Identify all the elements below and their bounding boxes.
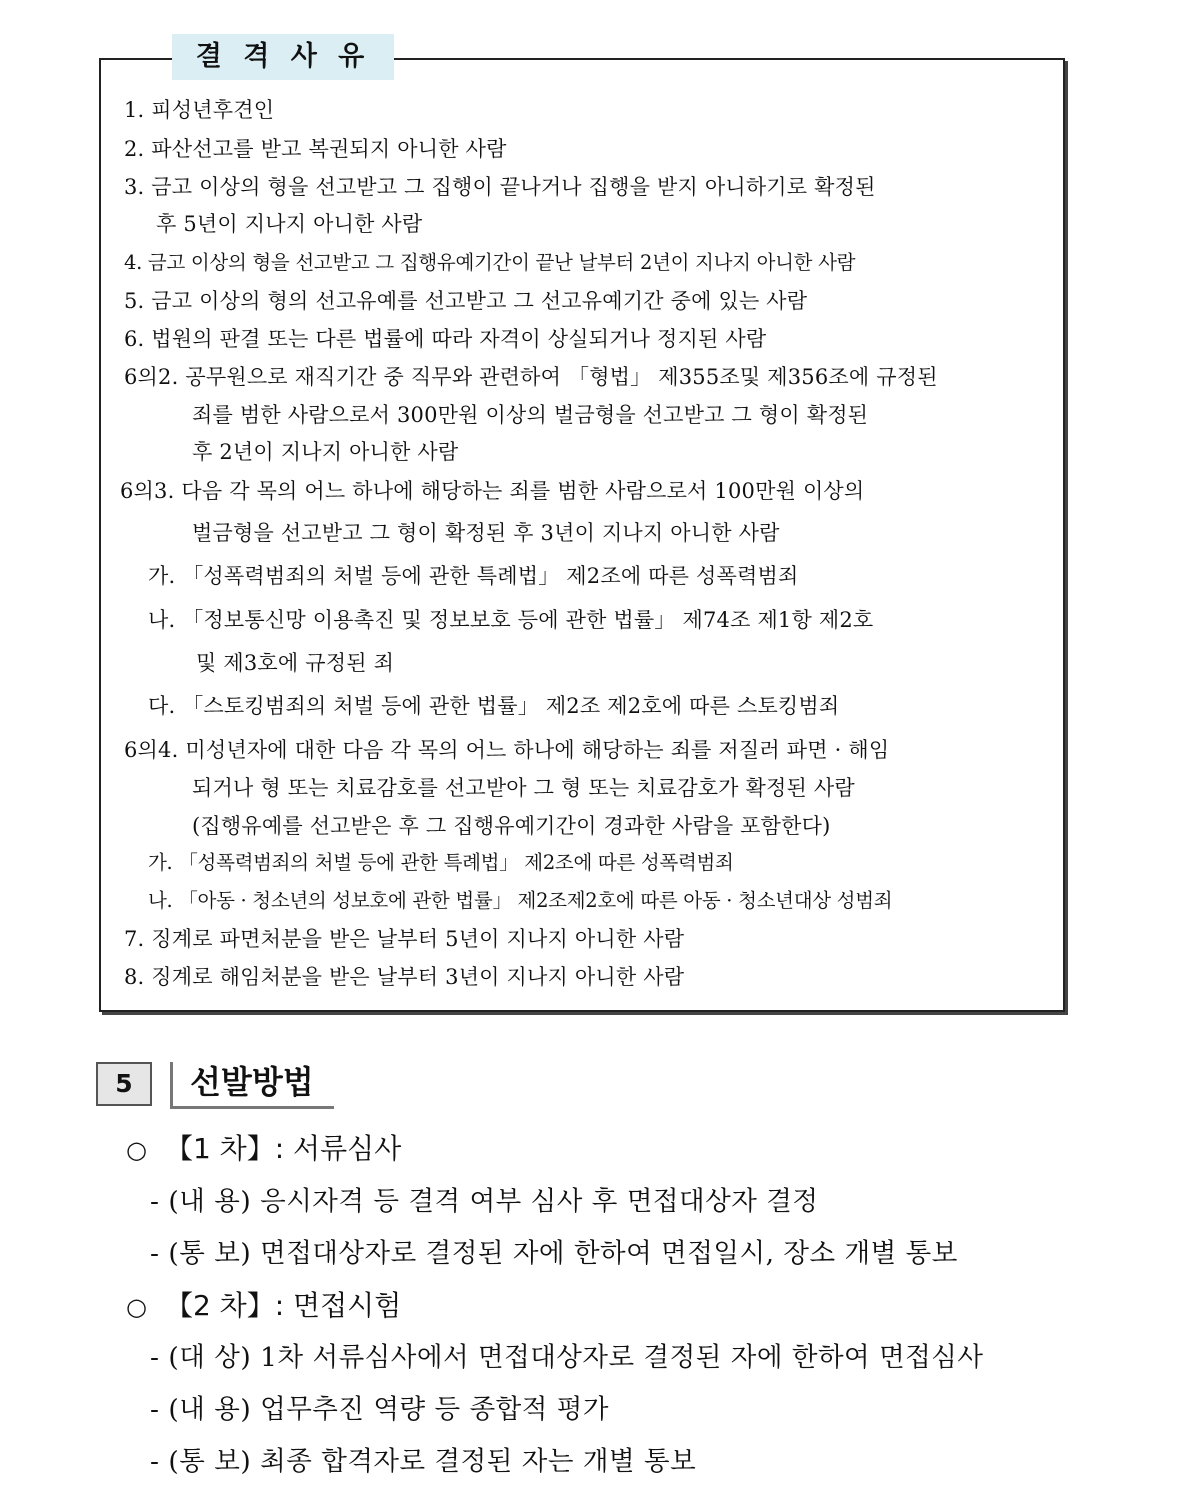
dq-line-2: 2. 파산선고를 받고 복권되지 아니한 사람 [124,137,507,161]
dq-line-6: 6. 법원의 판결 또는 다른 법률에 따라 자격이 상실되거나 정지된 사람 [124,327,767,351]
dq-line-6-3-na: 나. 「정보통신망 이용촉진 및 정보보호 등에 관한 법률」 제74조 제1항 제2호 [148,608,874,632]
dq-line-6-3b: 벌금형을 선고받고 그 형이 확정된 후 3년이 지나지 아니한 사람 [192,521,780,545]
disqualification-title: 결 격 사 유 [172,34,394,80]
dq-line-6-3-ga: 가. 「성폭력범죄의 처벌 등에 관한 특례법」 제2조에 따른 성폭력범죄 [148,564,799,588]
dq-line-1: 1. 피성년후견인 [124,98,275,122]
section-title: 선발방법 [190,1063,314,1101]
dq-line-3b: 후 5년이 지나지 아니한 사람 [156,212,423,236]
dq-line-6-4-ga: 가. 「성폭력범죄의 처벌 등에 관한 특례법」 제2조에 따른 성폭력범죄 [148,851,734,874]
stage-1-detail-notice: - (통 보) 면접대상자로 결정된 자에 한하여 면접일시, 장소 개별 통보 [150,1238,958,1269]
section-heading-bar [170,1062,173,1108]
stage-1-heading [126,1129,401,1170]
stage-1-label: 【1 차】: 서류심사 [164,1132,402,1165]
dq-line-6-2c: 후 2년이 지나지 아니한 사람 [192,440,459,464]
dq-line-4: 4. 금고 이상의 형을 선고받고 그 집행유예기간이 끝난 날부터 2년이 지나지 아니한 사람 [124,251,856,274]
stage-2-label: 【2 차】: 면접시험 [164,1289,402,1322]
dq-line-5: 5. 금고 이상의 형의 선고유예를 선고받고 그 선고유예기간 중에 있는 사람 [124,289,808,313]
dq-line-6-2b: 죄를 범한 사람으로서 300만원 이상의 벌금형을 선고받고 그 형이 확정된 [192,403,869,427]
dq-line-8: 8. 징계로 해임처분을 받은 날부터 3년이 지나지 아니한 사람 [124,965,685,989]
circle-bullet-icon: ○ [126,1293,147,1321]
dq-line-3: 3. 금고 이상의 형을 선고받고 그 집행이 끝나거나 집행을 받지 아니하기로 확정된 [124,175,876,199]
dq-line-6-3-da: 다. 「스토킹범죄의 처벌 등에 관한 법률」 제2조 제2호에 따른 스토킹범죄 [148,694,840,718]
stage-2-detail-notice: - (통 보) 최종 합격자로 결정된 자는 개별 통보 [150,1446,697,1477]
stage-2-detail-content: - (내 용) 업무추진 역량 등 종합적 평가 [150,1394,609,1425]
dq-line-6-4b: 되거나 형 또는 치료감호를 선고받아 그 형 또는 치료감호가 확정된 사람 [192,776,855,800]
dq-line-7: 7. 징계로 파면처분을 받은 날부터 5년이 지나지 아니한 사람 [124,927,685,951]
stage-1-detail-content: - (내 용) 응시자격 등 결격 여부 심사 후 면접대상자 결정 [150,1186,819,1217]
section-number: 5 [96,1062,152,1106]
dq-line-6-3-nab: 및 제3호에 규정된 죄 [196,651,395,675]
stage-2-heading [126,1286,401,1327]
stage-2-detail-target: - (대 상) 1차 서류심사에서 면접대상자로 결정된 자에 한하여 면접심사 [150,1342,984,1373]
dq-line-6-4c: (집행유예를 선고받은 후 그 집행유예기간이 경과한 사람을 포함한다) [192,814,831,838]
section-heading-underline [170,1106,334,1109]
dq-line-6-3: 6의3. 다음 각 목의 어느 하나에 해당하는 죄를 범한 사람으로서 100만원 이상의 [120,479,865,503]
dq-line-6-4-na: 나. 「아동 · 청소년의 성보호에 관한 법률」 제2조제2호에 따른 아동 · 청소년대상 성범죄 [148,889,893,912]
dq-line-6-2: 6의2. 공무원으로 재직기간 중 직무와 관련하여 「형법」 제355조및 제356조에 규정된 [124,365,938,389]
circle-bullet-icon: ○ [126,1136,147,1164]
dq-line-6-4: 6의4. 미성년자에 대한 다음 각 목의 어느 하나에 해당하는 죄를 저질러 파면 · 해임 [124,738,890,762]
